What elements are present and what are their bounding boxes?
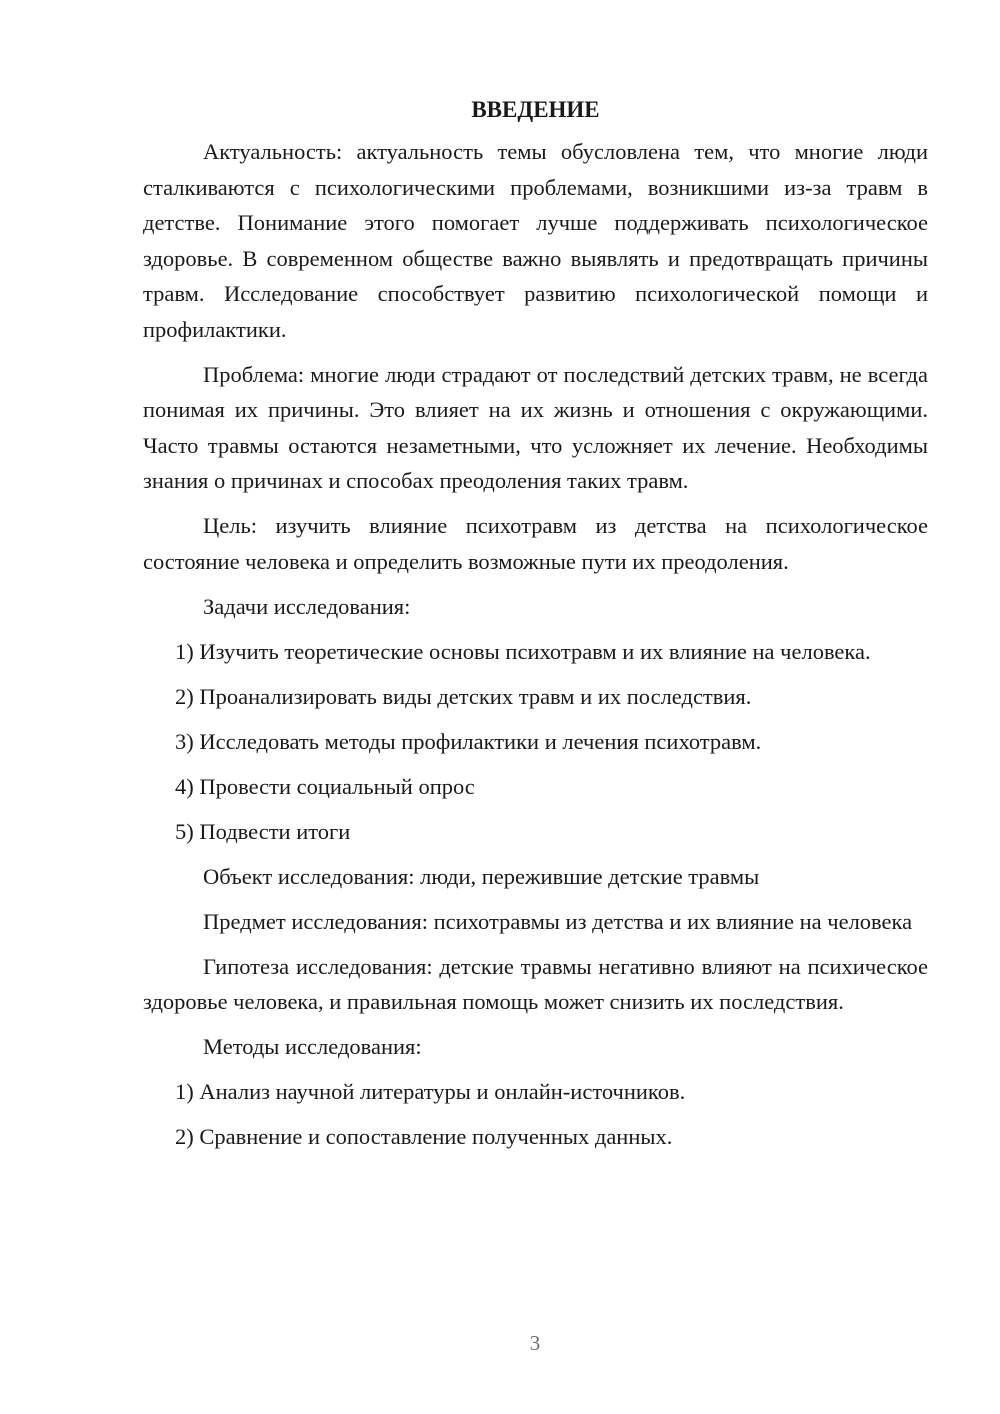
task-item-3: 3) Исследовать методы профилактики и лечения психотравм. [175, 728, 762, 754]
object-paragraph: Объект исследования: люди, пережившие детские травмы [203, 863, 760, 889]
task-item-2: 2) Проанализировать виды детских травм и их последствия. [175, 683, 752, 709]
document-page [143, 94, 928, 1164]
task-item-4: 4) Провести социальный опрос [175, 773, 475, 799]
page-title: ВВЕДЕНИЕ [471, 97, 600, 122]
hypothesis-paragraph: Гипотеза исследования: детские травмы негативно влияют на психическое здоровье человека, и правильная помощь может снизить их последствия. [143, 953, 928, 1014]
method-item-2: 2) Сравнение и сопоставление полученных данных. [175, 1124, 673, 1149]
methods-heading: Методы исследования: [203, 1034, 422, 1059]
problem-paragraph: Проблема: многие люди страдают от последствий детских травм, не всегда понимая их причины. Это влияет на их жизнь и отношения с окружающими. Часто травмы остаются незаметными, что усложняет их лечение. Необходимы знания о причинах и способах преодоления таких травм. [143, 361, 928, 493]
subject-paragraph: Предмет исследования: психотравмы из детства и их влияние на человека [203, 908, 913, 934]
tasks-heading: Задачи исследования: [203, 593, 411, 619]
page-number: 3 [529, 1331, 541, 1355]
goal-paragraph: Цель: изучить влияние психотравм из детства на психологическое состояние человека и определить возможные пути их преодоления. [143, 513, 928, 574]
relevance-paragraph: Актуальность: актуальность темы обусловлена тем, что многие люди сталкиваются с психологическими проблемами, возникшими из-за травм в детстве. Понимание этого помогает лучше поддерживать психологическое здоровье. В современном обществе важно выявлять и предотвращать причины травм. Исследование способствует развитию психологической помощи и профилактики. [143, 139, 928, 342]
task-item-1: 1) Изучить теоретические основы психотравм и их влияние на человека. [175, 638, 871, 664]
method-item-1: 1) Анализ научной литературы и онлайн-источников. [175, 1079, 686, 1104]
task-item-5: 5) Подвести итоги [175, 818, 351, 844]
